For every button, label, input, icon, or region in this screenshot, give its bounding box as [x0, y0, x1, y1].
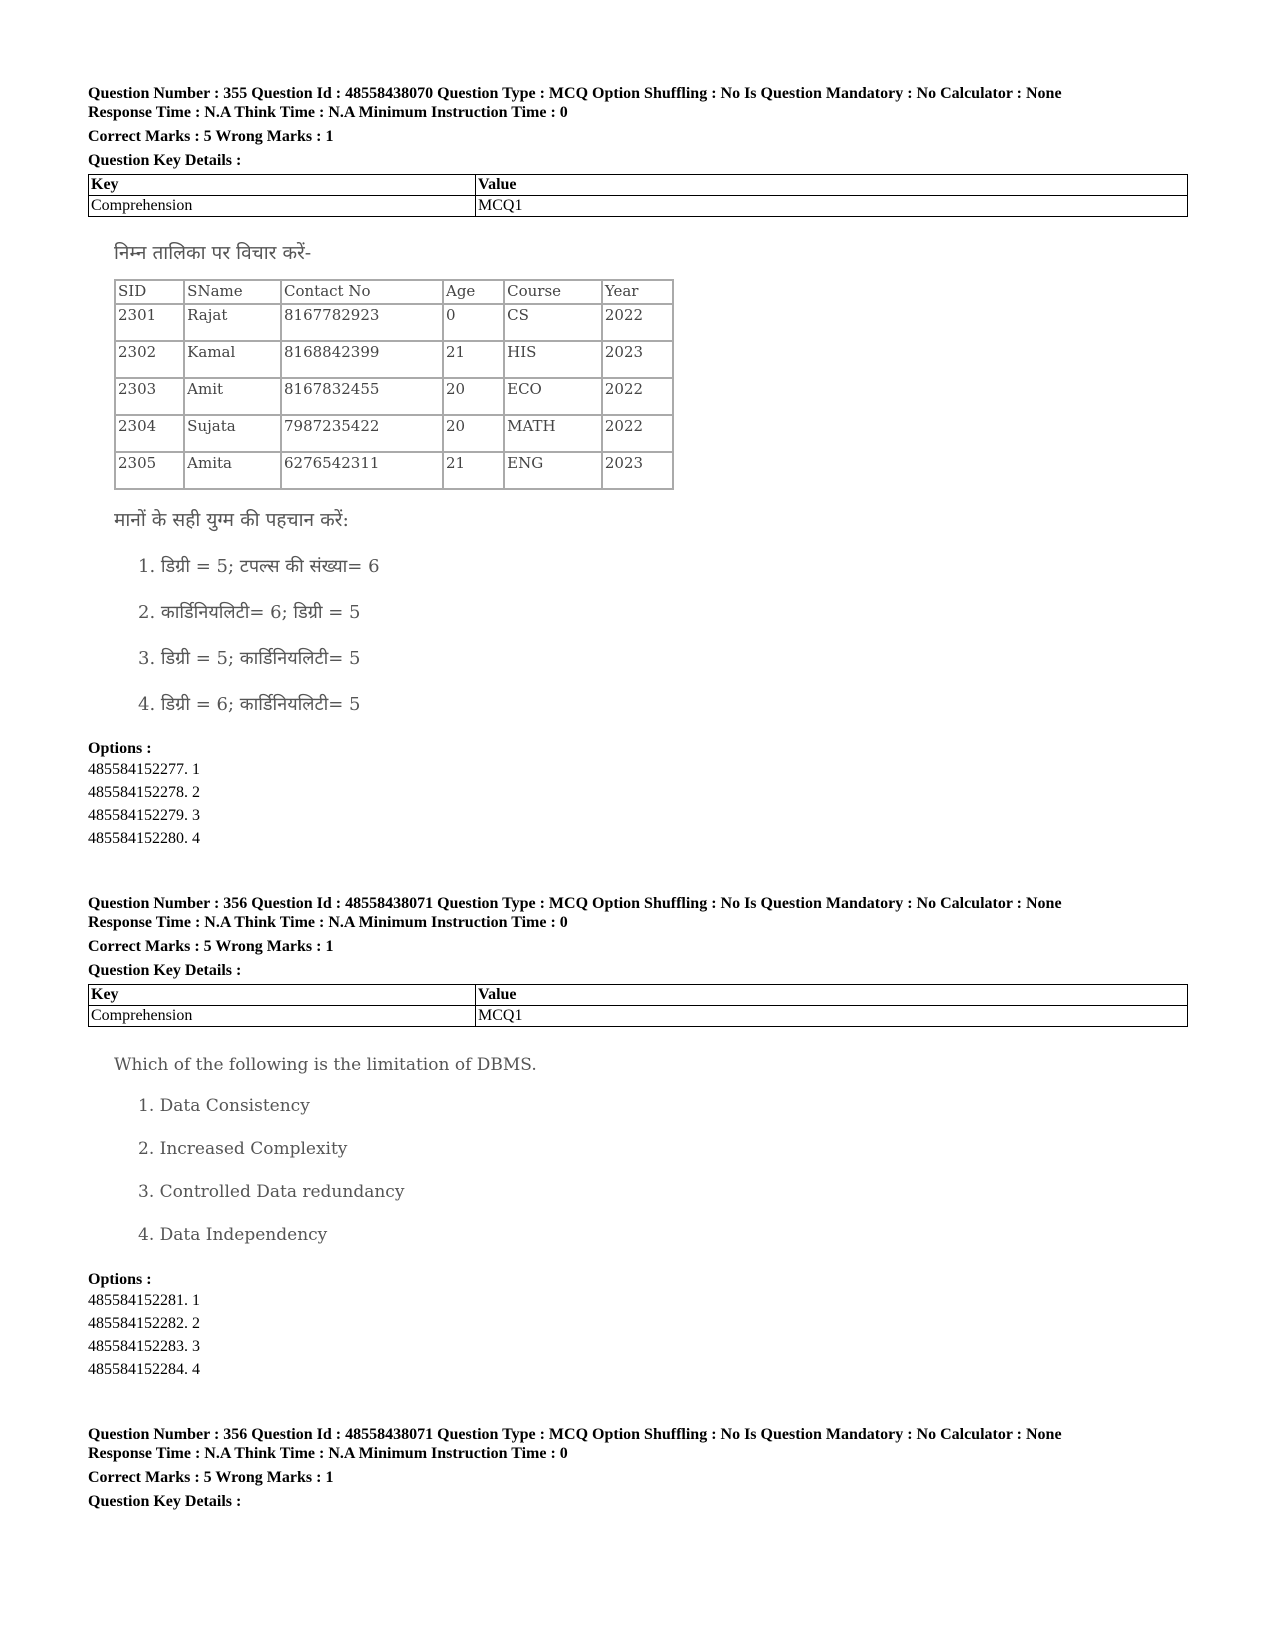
statement-item: 1. डिग्री = 5; टपल्स की संख्या= 6 [138, 556, 380, 577]
question-header: Question Number : 355 Question Id : 48558438070 Question Type : MCQ Option Shuffling : No Is Question Mandatory : No Calculator : None [88, 85, 1062, 102]
statement-item: 4. डिग्री = 6; कार्डिनियलिटी= 5 [138, 694, 361, 715]
table-cell: 2023 [602, 341, 673, 378]
cell-value: MCQ1 [476, 1006, 1188, 1027]
table-cell: 2022 [602, 304, 673, 341]
option-item: 485584152282. 2 [88, 1315, 200, 1332]
table-row [89, 196, 1188, 217]
cell-key: Comprehension [89, 196, 476, 217]
table-cell: 8167832455 [281, 378, 443, 415]
header-value: Value [476, 175, 1188, 196]
option-item: 485584152279. 3 [88, 807, 200, 824]
marks-line: Correct Marks : 5 Wrong Marks : 1 [88, 128, 334, 145]
spacer [88, 1381, 1188, 1425]
cell-value: MCQ1 [476, 196, 1188, 217]
statement-item: 3. Controlled Data redundancy [138, 1182, 405, 1202]
table-header-row [115, 280, 673, 304]
table-cell: 2302 [115, 341, 184, 378]
question-intro: निम्न तालिका पर विचार करें- [114, 242, 312, 264]
table-cell: Amit [184, 378, 281, 415]
response-time-line: Response Time : N.A Think Time : N.A Minimum Instruction Time : 0 [88, 104, 568, 121]
header-key: Key [89, 985, 476, 1006]
key-details-table [88, 174, 1188, 217]
table-cell: 8167782923 [281, 304, 443, 341]
table-cell: 20 [443, 378, 504, 415]
option-item: 485584152284. 4 [88, 1361, 200, 1378]
marks-line: Correct Marks : 5 Wrong Marks : 1 [88, 938, 334, 955]
table-cell: Sujata [184, 415, 281, 452]
table-header-row [89, 985, 1188, 1006]
col-header: SID [115, 280, 184, 304]
option-item: 485584152278. 2 [88, 784, 200, 801]
statement-item: 2. कार्डिनियलिटी= 6; डिग्री = 5 [138, 602, 361, 623]
table-cell: 21 [443, 341, 504, 378]
question-image [114, 239, 674, 716]
option-item: 485584152277. 1 [88, 761, 200, 778]
table-cell: 8168842399 [281, 341, 443, 378]
table-cell: 2304 [115, 415, 184, 452]
table-cell: 2305 [115, 452, 184, 489]
statement-item: 2. Increased Complexity [138, 1139, 348, 1159]
student-table [114, 279, 674, 490]
marks-line: Correct Marks : 5 Wrong Marks : 1 [88, 1469, 334, 1486]
table-cell: Rajat [184, 304, 281, 341]
table-cell: 2301 [115, 304, 184, 341]
response-time-line: Response Time : N.A Think Time : N.A Minimum Instruction Time : 0 [88, 914, 568, 931]
option-item: 485584152283. 3 [88, 1338, 200, 1355]
table-row [115, 304, 673, 341]
col-header: SName [184, 280, 281, 304]
statement-item: 3. डिग्री = 5; कार्डिनियलिटी= 5 [138, 648, 361, 669]
table-cell: ECO [504, 378, 602, 415]
statement-item: 4. Data Independency [138, 1225, 328, 1245]
table-cell: 2023 [602, 452, 673, 489]
table-cell: 21 [443, 452, 504, 489]
options-label: Options : [88, 740, 152, 757]
question-block [88, 84, 1188, 850]
header-value: Value [476, 985, 1188, 1006]
key-details-label: Question Key Details : [88, 962, 242, 979]
question-header: Question Number : 356 Question Id : 48558438071 Question Type : MCQ Option Shuffling : No Is Question Mandatory : No Calculator : None [88, 1426, 1062, 1443]
question-image [114, 1055, 1188, 1247]
table-cell: Amita [184, 452, 281, 489]
option-item: 485584152280. 4 [88, 830, 200, 847]
key-details-label: Question Key Details : [88, 1493, 242, 1510]
table-cell: CS [504, 304, 602, 341]
key-details-label: Question Key Details : [88, 152, 242, 169]
table-row [115, 341, 673, 378]
table-cell: 7987235422 [281, 415, 443, 452]
question-header: Question Number : 356 Question Id : 48558438071 Question Type : MCQ Option Shuffling : No Is Question Mandatory : No Calculator : None [88, 895, 1062, 912]
table-cell: 20 [443, 415, 504, 452]
table-cell: MATH [504, 415, 602, 452]
table-cell: 0 [443, 304, 504, 341]
statement-item: 1. Data Consistency [138, 1096, 310, 1116]
cell-key: Comprehension [89, 1006, 476, 1027]
document-page [88, 84, 1188, 1511]
option-item: 485584152281. 1 [88, 1292, 200, 1309]
table-header-row [89, 175, 1188, 196]
table-row [115, 415, 673, 452]
table-cell: 2022 [602, 378, 673, 415]
question-block [88, 1425, 1188, 1511]
table-cell: 2303 [115, 378, 184, 415]
question-block [88, 894, 1188, 1381]
col-header: Contact No [281, 280, 443, 304]
spacer [88, 850, 1188, 894]
header-key: Key [89, 175, 476, 196]
table-row [115, 378, 673, 415]
col-header: Course [504, 280, 602, 304]
response-time-line: Response Time : N.A Think Time : N.A Minimum Instruction Time : 0 [88, 1445, 568, 1462]
table-row [115, 452, 673, 489]
question-ask: मानों के सही युग्म की पहचान करें: [114, 509, 349, 531]
table-cell: Kamal [184, 341, 281, 378]
options-label: Options : [88, 1271, 152, 1288]
col-header: Age [443, 280, 504, 304]
table-cell: ENG [504, 452, 602, 489]
key-details-table [88, 984, 1188, 1027]
table-cell: HIS [504, 341, 602, 378]
table-cell: 2022 [602, 415, 673, 452]
col-header: Year [602, 280, 673, 304]
question-intro: Which of the following is the limitation of DBMS. [114, 1055, 537, 1075]
table-cell: 6276542311 [281, 452, 443, 489]
table-row [89, 1006, 1188, 1027]
